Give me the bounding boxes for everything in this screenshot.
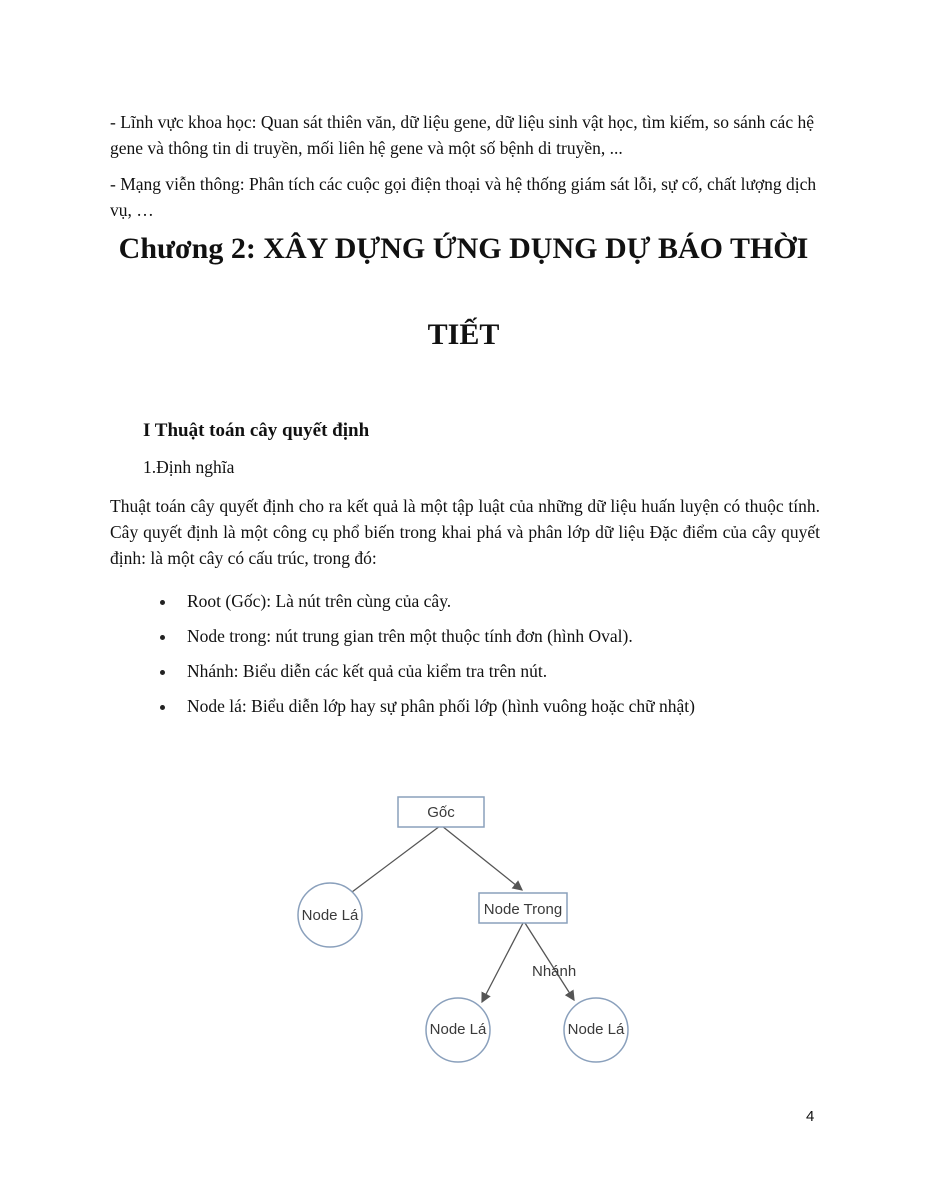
- bullet-icon: [160, 600, 165, 605]
- edge-inner-leaf-right: [525, 923, 577, 1000]
- bullet-icon: [160, 635, 165, 640]
- subsection-heading: 1.Định nghĩa: [143, 457, 235, 477]
- list-item: [160, 658, 695, 693]
- definition-paragraph: Thuật toán cây quyết định cho ra kết quả là một tập luật của những dữ liệu huấn luyện có thuộc tính. Cây quyết định là một công cụ phổ biến trong khai phá và phân lớp dữ liệu Đặc điểm của cây quyết định: là một cây có cấu trúc, trong đó:: [110, 496, 820, 568]
- feature-list: [160, 588, 695, 728]
- chapter-title-line1: Chương 2: XÂY DỰNG ỨNG DỤNG DỰ BÁO THỜI: [118, 232, 809, 265]
- page-number: 4: [806, 1108, 815, 1125]
- list-item: [160, 623, 695, 658]
- root-node-label: Gốc: [427, 804, 455, 821]
- edge-root-leaf: [352, 826, 440, 892]
- list-item-text: Root (Gốc): Là nút trên cùng của cây.: [187, 591, 452, 611]
- chapter-title-line2: TIẾT: [427, 318, 500, 351]
- leaf-node-bottom-right: [564, 998, 628, 1062]
- paragraph-telecom: - Mạng viễn thông: Phân tích các cuộc gọi điện thoại và hệ thống giám sát lỗi, sự cố, chất lượng dịch vụ, …: [110, 174, 817, 220]
- list-item: [160, 588, 695, 623]
- leaf-node-left: [298, 883, 362, 947]
- list-item-text: Node lá: Biểu diễn lớp hay sự phân phối lớp (hình vuông hoặc chữ nhật): [187, 696, 695, 716]
- inner-node: [479, 893, 567, 923]
- bullet-icon: [160, 670, 165, 675]
- branch-label: Nhánh: [532, 963, 577, 980]
- edge-root-inner: [442, 826, 522, 890]
- edge-inner-leaf-left: [482, 923, 523, 1002]
- list-item-text: Nhánh: Biểu diễn các kết quả của kiểm tra trên nút.: [187, 661, 548, 681]
- paragraph-science: - Lĩnh vực khoa học: Quan sát thiên văn, dữ liệu gene, dữ liệu sinh vật học, tìm kiếm, so sánh các hệ gene và thông tin di truyền, mối liên hệ gene và một số bệnh di truyền, ...: [110, 112, 814, 158]
- inner-node-label: Node Trong: [483, 901, 563, 918]
- leaf-node-bottom-left-label: Node Lá: [429, 1021, 487, 1038]
- section-heading: I Thuật toán cây quyết định: [143, 420, 370, 441]
- root-node: [398, 797, 484, 827]
- list-item-text: Node trong: nút trung gian trên một thuộc tính đơn (hình Oval).: [187, 626, 633, 646]
- list-item: [160, 693, 695, 728]
- leaf-node-bottom-right-label: Node Lá: [567, 1021, 625, 1038]
- leaf-node-left-label: Node Lá: [301, 907, 359, 924]
- decision-tree-diagram: [280, 770, 650, 1070]
- leaf-node-bottom-left: [426, 998, 490, 1062]
- bullet-icon: [160, 705, 165, 710]
